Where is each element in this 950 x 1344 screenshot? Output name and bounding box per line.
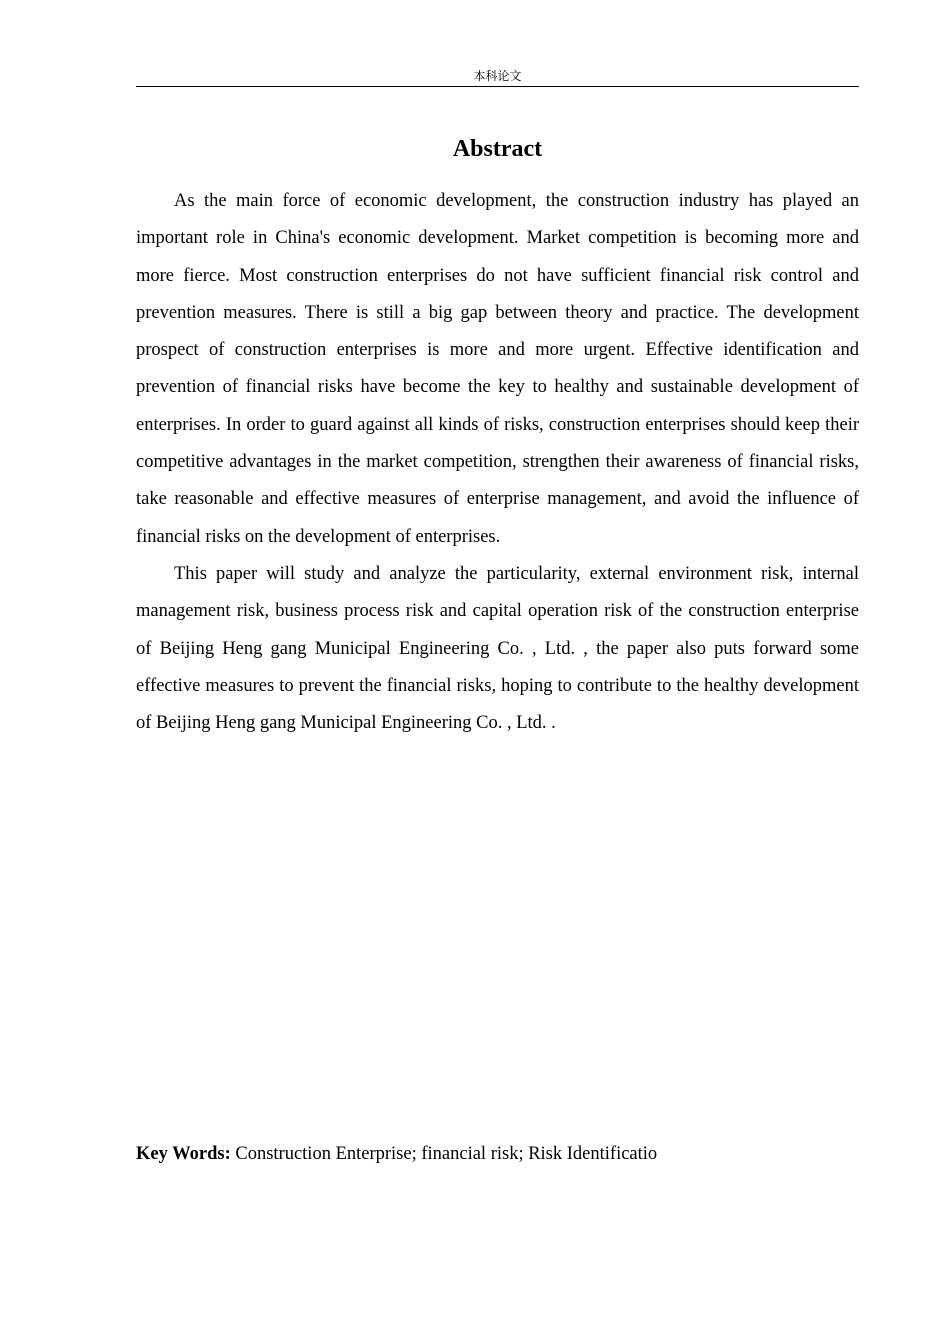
keywords-label: Key Words:	[136, 1144, 231, 1164]
keywords-value: Construction Enterprise; financial risk; Risk Identificatio	[235, 1144, 658, 1164]
page-header	[136, 66, 859, 87]
keywords-line	[136, 1137, 859, 1171]
abstract-title: Abstract	[452, 136, 543, 162]
abstract-paragraph-2: This paper will study and analyze the particularity, external environment risk, internal management risk, business process risk and capital operation risk of the construction enterprise of Beijing Heng gang Municipal Engineering Co. , Ltd. , the paper also puts forward some effective measures to prevent the financial risks, hoping to contribute to the healthy development of Beijing Heng gang Municipal Engineering Co. , Ltd. .	[136, 563, 859, 734]
abstract-paragraph-1: As the main force of economic development, the construction industry has played an important role in China's economic development. Market competition is becoming more and more fierce. Most construction enterprises do not have sufficient financial risk control and prevention measures. There is still a big gap between theory and practice. The development prospect of construction enterprises is more and more urgent. Effective identification and prevention of financial risks have become the key to healthy and sustainable development of enterprises. In order to guard against all kinds of risks, construction enterprises should keep their competitive advantages in the market competition, strengthen their awareness of financial risks, take reasonable and effective measures of enterprise management, and avoid the influence of financial risks on the development of enterprises.	[136, 191, 859, 547]
running-title: 本科论文	[473, 69, 522, 83]
abstract-body	[136, 183, 859, 742]
